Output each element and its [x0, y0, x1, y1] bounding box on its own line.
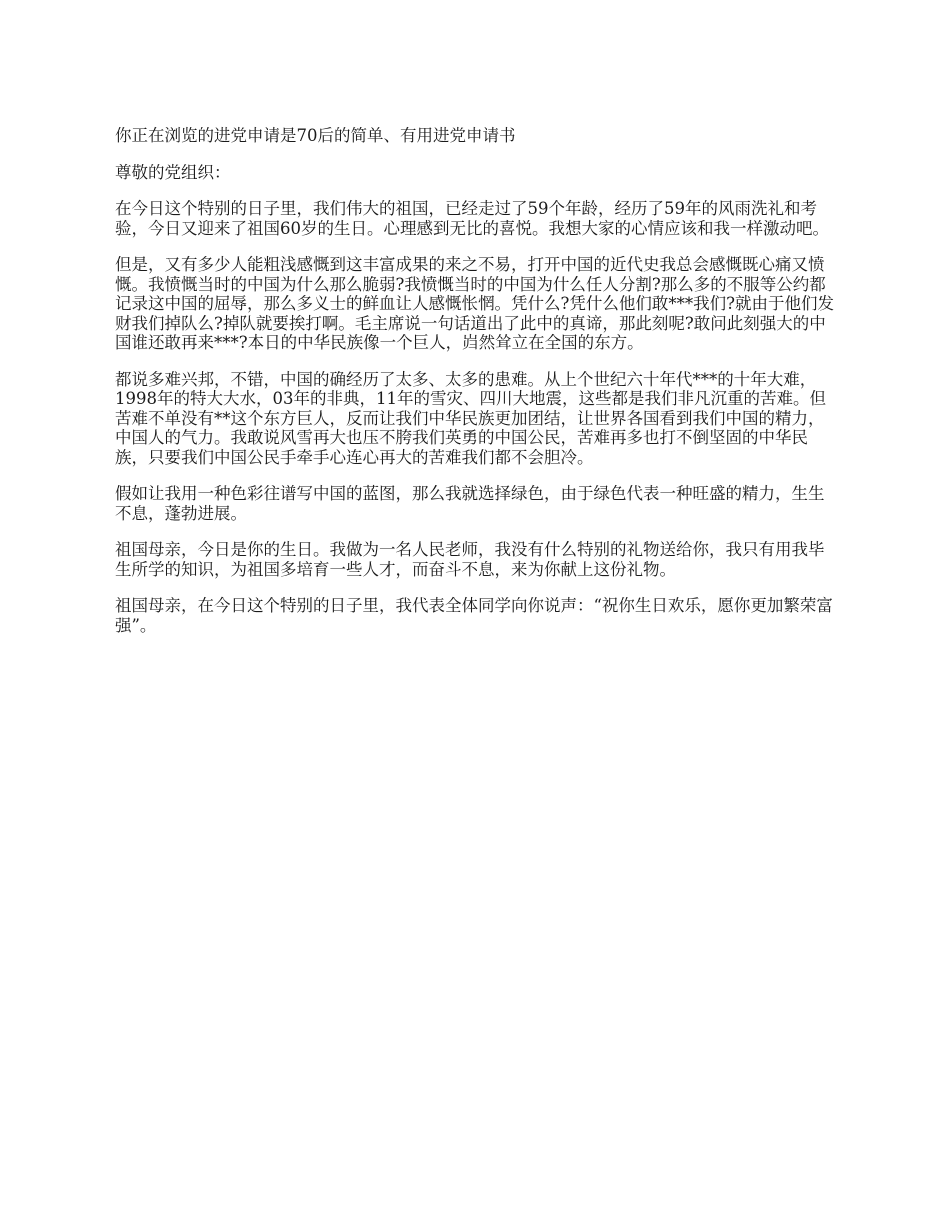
paragraph-4: 假如让我用一种色彩往谱写中国的蓝图，那么我就选择绿色，由于绿色代表一种旺盛的精力，生生不息，蓬勃进展。	[115, 484, 825, 523]
paragraph-6: 祖国母亲，在今日这个特别的日子里，我代表全体同学向你说声：“祝你生日欢乐，愿你更加繁荣富强”。	[115, 596, 833, 635]
paragraph-5: 祖国母亲，今日是你的生日。我做为一名人民老师，我没有什么特别的礼物送给你，我只有用我毕生所学的知识，为祖国多培育一些人才，而奋斗不息，来为你献上这份礼物。	[115, 540, 825, 579]
paragraph-1: 在今日这个特别的日子里，我们伟大的祖国，已经走过了59个年龄，经历了59年的风雨洗礼和考验，今日又迎来了祖国60岁的生日。心理感到无比的喜悦。我想大家的心情应该和我一样激动吧。	[115, 199, 829, 238]
greeting: 尊敬的党组织：	[115, 162, 231, 182]
paragraph-3: 都说多难兴邦，不错，中国的确经历了太多、太多的患难。从上个世纪六十年代***的十年大难，1998年的特大大水，03年的非典，11年的雪灾、四川大地震，这些都是我们非凡沉重的苦难。但苦难不单没有**这个东方巨人，反而让我们中华民族更加团结，让世界各国看到我们中国的精力，中国人的气力。我敢说风雪再大也压不胯我们英勇的中国公民，苦难再多也打不倒坚固的中华民族，只要我们中国公民手牵手心连心再大的苦难我们都不会胆冷。	[115, 369, 826, 467]
document-body	[115, 126, 837, 652]
document-title: 你正在浏览的进党申请是70后的简单、有用进党申请书	[115, 126, 516, 145]
paragraph-2: 但是，又有多少人能粗浅感慨到这丰富成果的来之不易，打开中国的近代史我总会感慨既心痛又愤慨。我愤慨当时的中国为什么那么脆弱?我愤慨当时的中国为什么任人分割?那么多的不服等公约都记录这中国的屈辱，那么多义士的鲜血让人感慨怅惘。凭什么?凭什么他们敢***我们?就由于他们发财我们掉队么?掉队就要挨打啊。毛主席说一句话道出了此中的真谛，那此刻呢?敢问此刻强大的中国谁还敢再来***?本日的中华民族像一个巨人，岿然耸立在全国的东方。	[115, 255, 834, 352]
